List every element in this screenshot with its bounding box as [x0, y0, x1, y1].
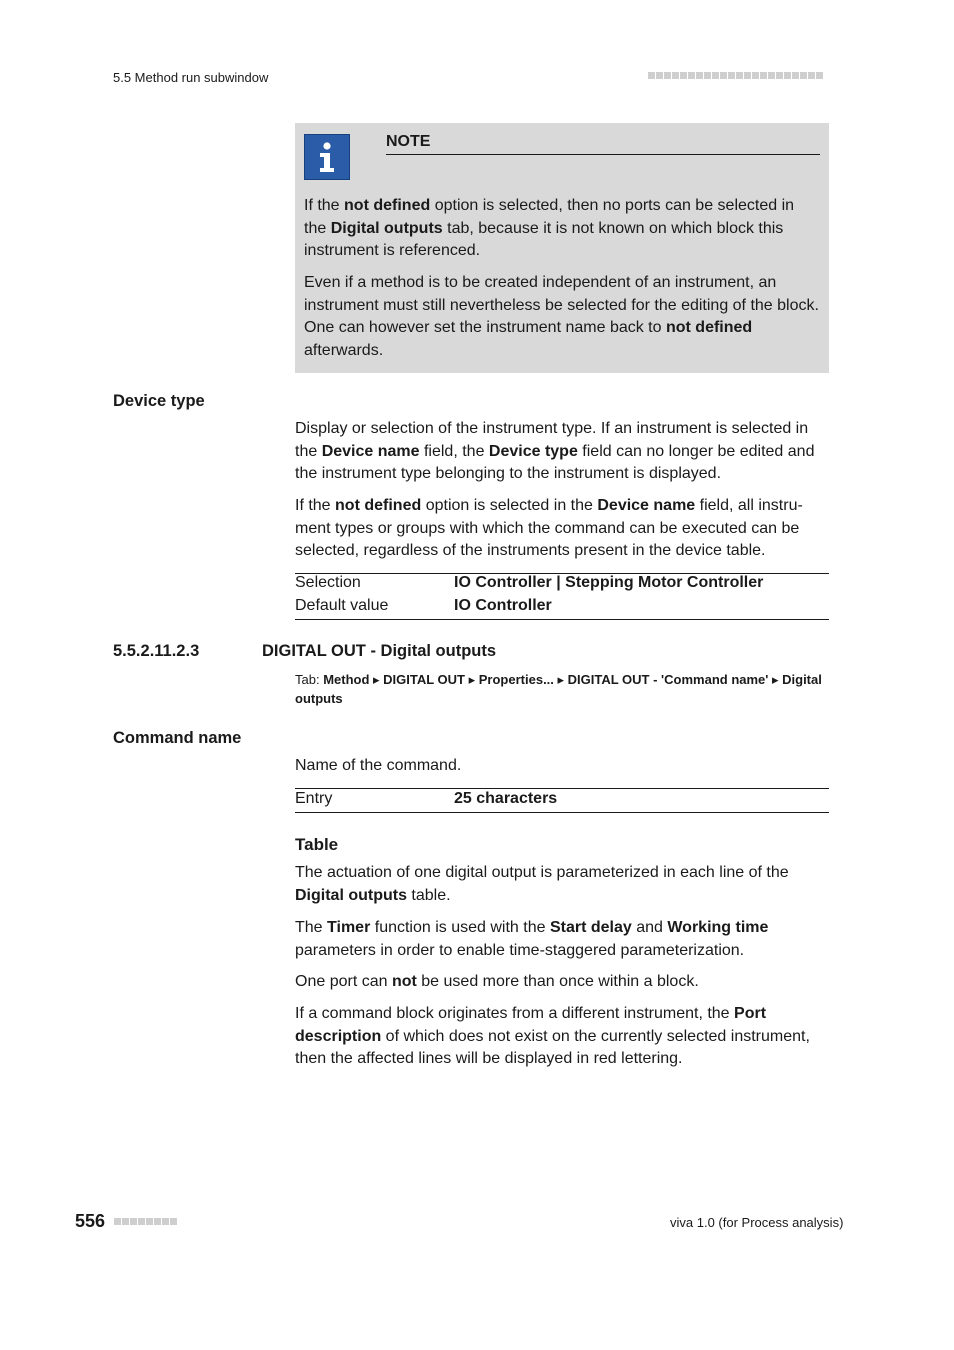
command-name-heading: Command name [113, 729, 242, 747]
note-box [295, 123, 829, 373]
device-type-paragraph-1: Display or selection of the instrument type. If an instrument is selected in the Device name field, the Device type field can no longer be edited and the instrument type belonging to the instrument is displayed. [295, 420, 815, 482]
entry-value: 25 characters [454, 790, 558, 807]
selection-label: Selection [295, 574, 361, 591]
selection-row [295, 572, 829, 595]
table-rule-bottom [295, 619, 829, 620]
command-name-properties [295, 788, 829, 811]
command-name-paragraph: Name of the command. [295, 757, 462, 774]
device-type-paragraph-2: If the not defined option is selected in the Device name field, all instru-ment types or groups with which the command can be executed can be selected, regardless of the instruments present in the device table. [295, 497, 803, 559]
tab-path: Tab: Method ▸ DIGITAL OUT ▸ Properties... ▸ DIGITAL OUT - 'Command name' ▸ Digital outputs [295, 672, 822, 706]
section-title: DIGITAL OUT - Digital outputs [262, 642, 497, 660]
default-value-value: IO Controller [454, 596, 552, 614]
info-icon [304, 134, 350, 180]
table-paragraph-4: If a command block originates from a different instrument, the Port description of which does not exist on the currently selected instrument, then the affected lines will be displayed in red lettering. [295, 1005, 810, 1067]
selection-value: IO Controller | Stepping Motor Controller [454, 574, 764, 591]
footer-decoration [114, 1218, 177, 1225]
page-number: 556 [75, 1211, 106, 1231]
note-title: NOTE [386, 133, 820, 155]
table-paragraph-2: The Timer function is used with the Start delay and Working time parameters in order to enable time-staggered parameterization. [295, 919, 769, 959]
device-type-heading: Device type [113, 392, 205, 410]
section-number: 5.5.2.11.2.3 [113, 642, 200, 660]
entry-rule-bottom [295, 812, 829, 813]
table-paragraph-1: The actuation of one digital output is parameterized in each line of the Digital outputs table. [295, 864, 789, 904]
note-paragraph-1: If the not defined option is selected, then no ports can be selected in the Digital outputs tab, because it is not known on which block this instrument is referenced. [304, 197, 795, 259]
entry-label: Entry [295, 790, 333, 807]
default-value-label: Default value [295, 596, 389, 614]
product-name: viva 1.0 (for Process analysis) [670, 1215, 844, 1230]
running-header: 5.5 Method run subwindow [113, 70, 269, 85]
device-type-properties [295, 572, 829, 617]
default-value-row [295, 595, 829, 618]
entry-row [295, 788, 829, 811]
table-paragraph-3: One port can not be used more than once within a block. [295, 973, 699, 990]
header-decoration [648, 72, 823, 79]
note-paragraph-2: Even if a method is to be created independent of an instrument, an instrument must still nevertheless be selected for the editing of the block. One can however set the instrument name back to not defined afterwards. [304, 274, 819, 359]
table-heading: Table [295, 835, 339, 854]
